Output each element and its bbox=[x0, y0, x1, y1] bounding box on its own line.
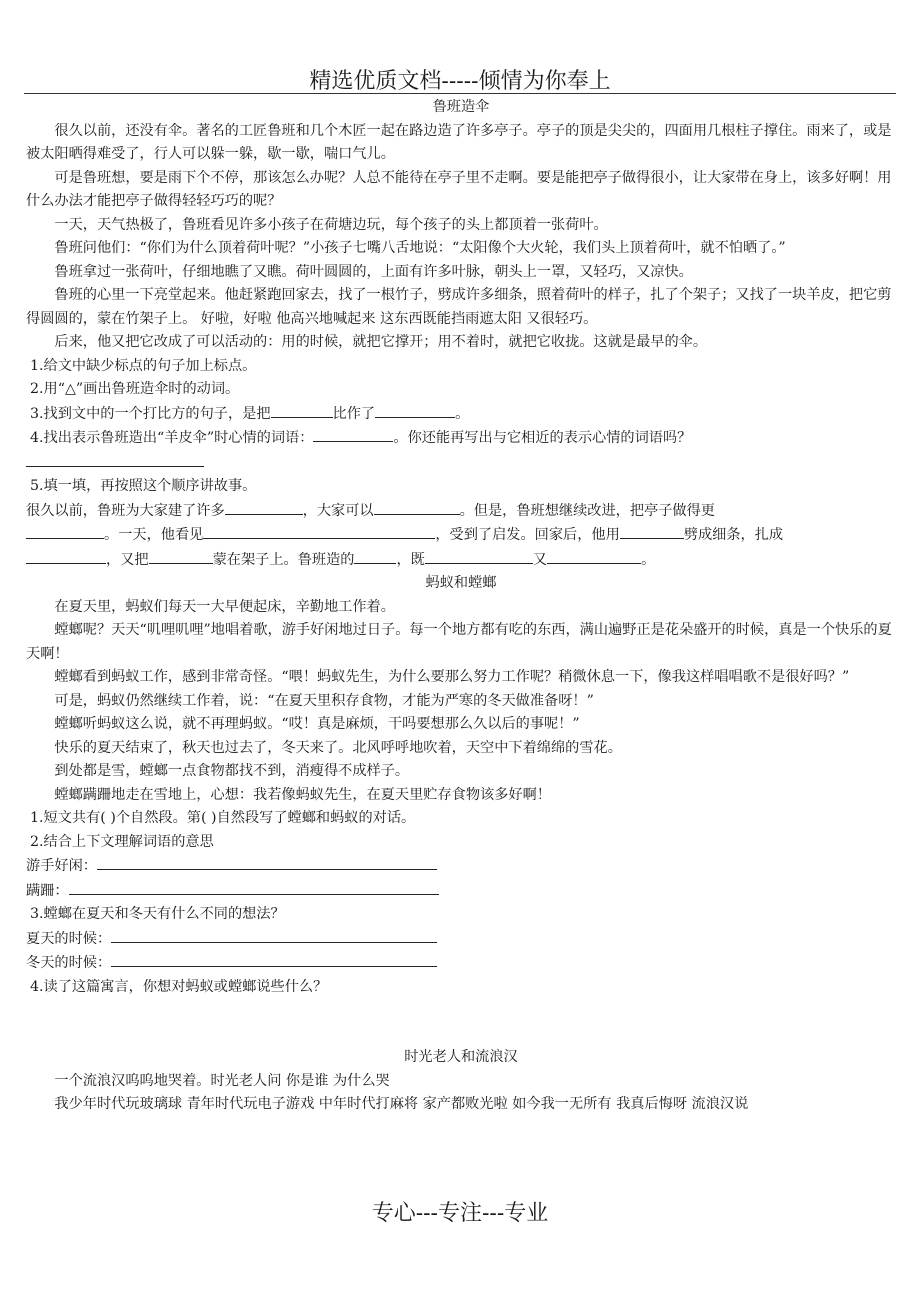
paragraph: 我少年时代玩玻璃球 青年时代玩电子游戏 中年时代打麻将 家产都败光啦 如今我一无所有 我真后悔呀 流浪汉说 bbox=[54, 1096, 749, 1112]
question-4: 4.读了这篇寓言，你想对蚂蚁或螳螂说些什么？ bbox=[30, 978, 328, 995]
fill-text: ，受到了启发。回家后，他用 bbox=[435, 527, 620, 543]
paragraph: 鲁班拿过一张荷叶，仔细地瞧了又瞧。荷叶圆圆的，上面有许多叶脉，朝头上一罩，又轻巧，又凉快。 bbox=[54, 263, 693, 280]
page-footer: 专心---专注---专业 bbox=[371, 1201, 549, 1226]
fill-text: 蒙在架子上。鲁班造的 bbox=[212, 551, 355, 568]
paragraph: 在夏天里，蚂蚁们每天一大早便起床，辛勤地工作着。 bbox=[54, 598, 395, 615]
question-text: 。 bbox=[455, 405, 470, 422]
question-4 bbox=[26, 426, 896, 451]
answer-blank[interactable] bbox=[425, 548, 533, 564]
answer-blank[interactable] bbox=[354, 548, 396, 564]
paragraph: 快乐的夏天结束了，秋天也过去了，冬天来了。北风呼呼地吹着，天空中下着绵绵的雪花。 bbox=[54, 739, 622, 756]
answer-blank[interactable] bbox=[375, 402, 455, 418]
paragraph: 可是鲁班想，要是雨下个不停，那该怎么办呢？人总不能待在亭子里不走啊。要是能把亭子做得很小，让大家带在身上，该多好啊！用什么办法才能把亭子做得轻轻巧巧的呢？ bbox=[26, 169, 892, 209]
paragraph: 到处都是雪，螳螂一点食物都找不到，消瘦得不成样子。 bbox=[54, 763, 410, 779]
fill-text: ，又把 bbox=[106, 551, 149, 568]
fill-in-paragraph bbox=[26, 499, 896, 573]
story-title: 时光老人和流浪汉 bbox=[404, 1049, 518, 1065]
story-title: 蚂蚁和螳螂 bbox=[425, 575, 497, 591]
answer-blank[interactable] bbox=[26, 523, 104, 539]
paragraph: 螳螂蹒跚地走在雪地上，心想：我若像蚂蚁先生，在夏天里贮存食物该多好啊！ bbox=[54, 786, 551, 803]
fill-text: 。一天，他看见 bbox=[104, 527, 204, 543]
paragraph: 螳螂听蚂蚁这么说，就不再理蚂蚁。“哎！真是麻烦，干吗要想那么久以后的事呢！” bbox=[54, 716, 580, 732]
answer-blank[interactable] bbox=[26, 451, 204, 467]
question-text: 4.找出表示鲁班造出“羊皮伞”时心情的词语： bbox=[30, 430, 314, 446]
fill-text: 。但是，鲁班想继续改进，把亭子做得更 bbox=[459, 502, 715, 519]
answer-blank[interactable] bbox=[26, 548, 106, 564]
question-5: 5.填一填，再按照这个顺序讲故事。 bbox=[30, 478, 257, 494]
fill-text: 。 bbox=[641, 551, 656, 568]
question-text: 3.找到文中的一个打比方的句子，是把 bbox=[30, 405, 271, 422]
question-3: 3.螳螂在夏天和冬天有什么不同的想法？ bbox=[30, 906, 285, 922]
fill-text: 很久以前，鲁班为大家建了许多 bbox=[26, 502, 225, 519]
question-2: 2.结合上下文理解词语的意思 bbox=[30, 833, 214, 850]
story-title: 鲁班造伞 bbox=[432, 99, 490, 115]
question-3 bbox=[26, 402, 896, 427]
paragraph: 鲁班问他们：“你们为什么顶着荷叶呢？”小孩子七嘴八舌地说：“太阳像个大火轮，我们头上顶着荷叶，就不怕晒了。” bbox=[54, 240, 786, 256]
page-header: 精选优质文档-----倾情为你奉上 bbox=[309, 69, 611, 94]
answer-row bbox=[26, 854, 896, 879]
answer-label: 夏天的时候： bbox=[26, 930, 112, 947]
question-2: 2.用“△”画出鲁班造伞时的动词。 bbox=[30, 381, 240, 397]
answer-row bbox=[26, 951, 896, 976]
fill-text: 劈成细条，扎成 bbox=[683, 527, 784, 543]
fill-text: ，既 bbox=[396, 551, 425, 568]
answer-blank[interactable] bbox=[97, 854, 437, 870]
answer-label: 冬天的时候： bbox=[26, 955, 112, 971]
paragraph: 很久以前，还没有伞。著名的工匠鲁班和几个木匠一起在路边造了许多亭子。亭子的顶是尖尖的，四面用几根柱子撑住。雨来了，或是被太阳晒得难受了，行人可以躲一躲，歇一歇，喘口气儿。 bbox=[26, 122, 892, 162]
fill-text: 又 bbox=[532, 551, 548, 568]
answer-blank[interactable] bbox=[620, 523, 684, 539]
document-body bbox=[26, 96, 896, 1117]
question-text: 比作了 bbox=[332, 405, 376, 422]
answer-line-row bbox=[26, 451, 896, 476]
answer-blank[interactable] bbox=[203, 523, 435, 539]
answer-blank[interactable] bbox=[374, 499, 460, 515]
answer-blank[interactable] bbox=[149, 548, 213, 564]
answer-blank[interactable] bbox=[225, 499, 303, 515]
header-divider bbox=[24, 93, 896, 94]
answer-blank[interactable] bbox=[313, 426, 393, 442]
answer-label: 蹒跚： bbox=[26, 882, 69, 899]
answer-blank[interactable] bbox=[111, 951, 437, 967]
question-1: 1.短文共有( )个自然段。第( )自然段写了螳螂和蚂蚁的对话。 bbox=[30, 810, 416, 826]
paragraph: 螳螂看到蚂蚁工作，感到非常奇怪。“喂！蚂蚁先生，为什么要那么努力工作呢？稍微休息一下，像我这样唱唱歌不是很好吗？” bbox=[54, 669, 850, 685]
answer-row bbox=[26, 879, 896, 904]
answer-blank[interactable] bbox=[271, 402, 333, 418]
answer-label: 游手好闲： bbox=[26, 858, 97, 874]
answer-row bbox=[26, 927, 896, 952]
paragraph: 鲁班的心里一下亮堂起来。他赶紧跑回家去，找了一根竹子，劈成许多细条，照着荷叶的样子，扎了个架子；又找了一块羊皮，把它剪得圆圆的，蒙在竹架子上。 好啦，好啦 他高兴地喊起来 这东西既能挡雨遮太阳 又很轻巧。 bbox=[26, 287, 892, 327]
answer-blank[interactable] bbox=[111, 927, 437, 943]
fill-text: ，大家可以 bbox=[302, 502, 374, 519]
paragraph: 一天，天气热极了，鲁班看见许多小孩子在荷塘边玩，每个孩子的头上都顶着一张荷叶。 bbox=[54, 216, 608, 233]
question-text: 。你还能再写出与它相近的表示心情的词语吗？ bbox=[393, 430, 692, 446]
paragraph: 一个流浪汉呜呜地哭着。时光老人问 你是谁 为什么哭 bbox=[54, 1072, 390, 1089]
answer-blank[interactable] bbox=[547, 548, 641, 564]
paragraph: 后来，他又把它改成了可以活动的：用的时候，就把它撑开；用不着时，就把它收拢。这就是最早的伞。 bbox=[54, 334, 708, 350]
paragraph: 螳螂呢？天天“叽哩叽哩”地唱着歌，游手好闲地过日子。每一个地方都有吃的东西，满山遍野正是花朵盛开的时候，真是一个快乐的夏天啊！ bbox=[26, 622, 892, 662]
answer-blank[interactable] bbox=[69, 879, 439, 895]
spacer bbox=[26, 999, 896, 1046]
paragraph: 可是，蚂蚁仍然继续工作着，说：“在夏天里积存食物，才能为严寒的冬天做准备呀！” bbox=[54, 692, 594, 709]
question-1: 1.给文中缺少标点的句子加上标点。 bbox=[30, 357, 257, 374]
